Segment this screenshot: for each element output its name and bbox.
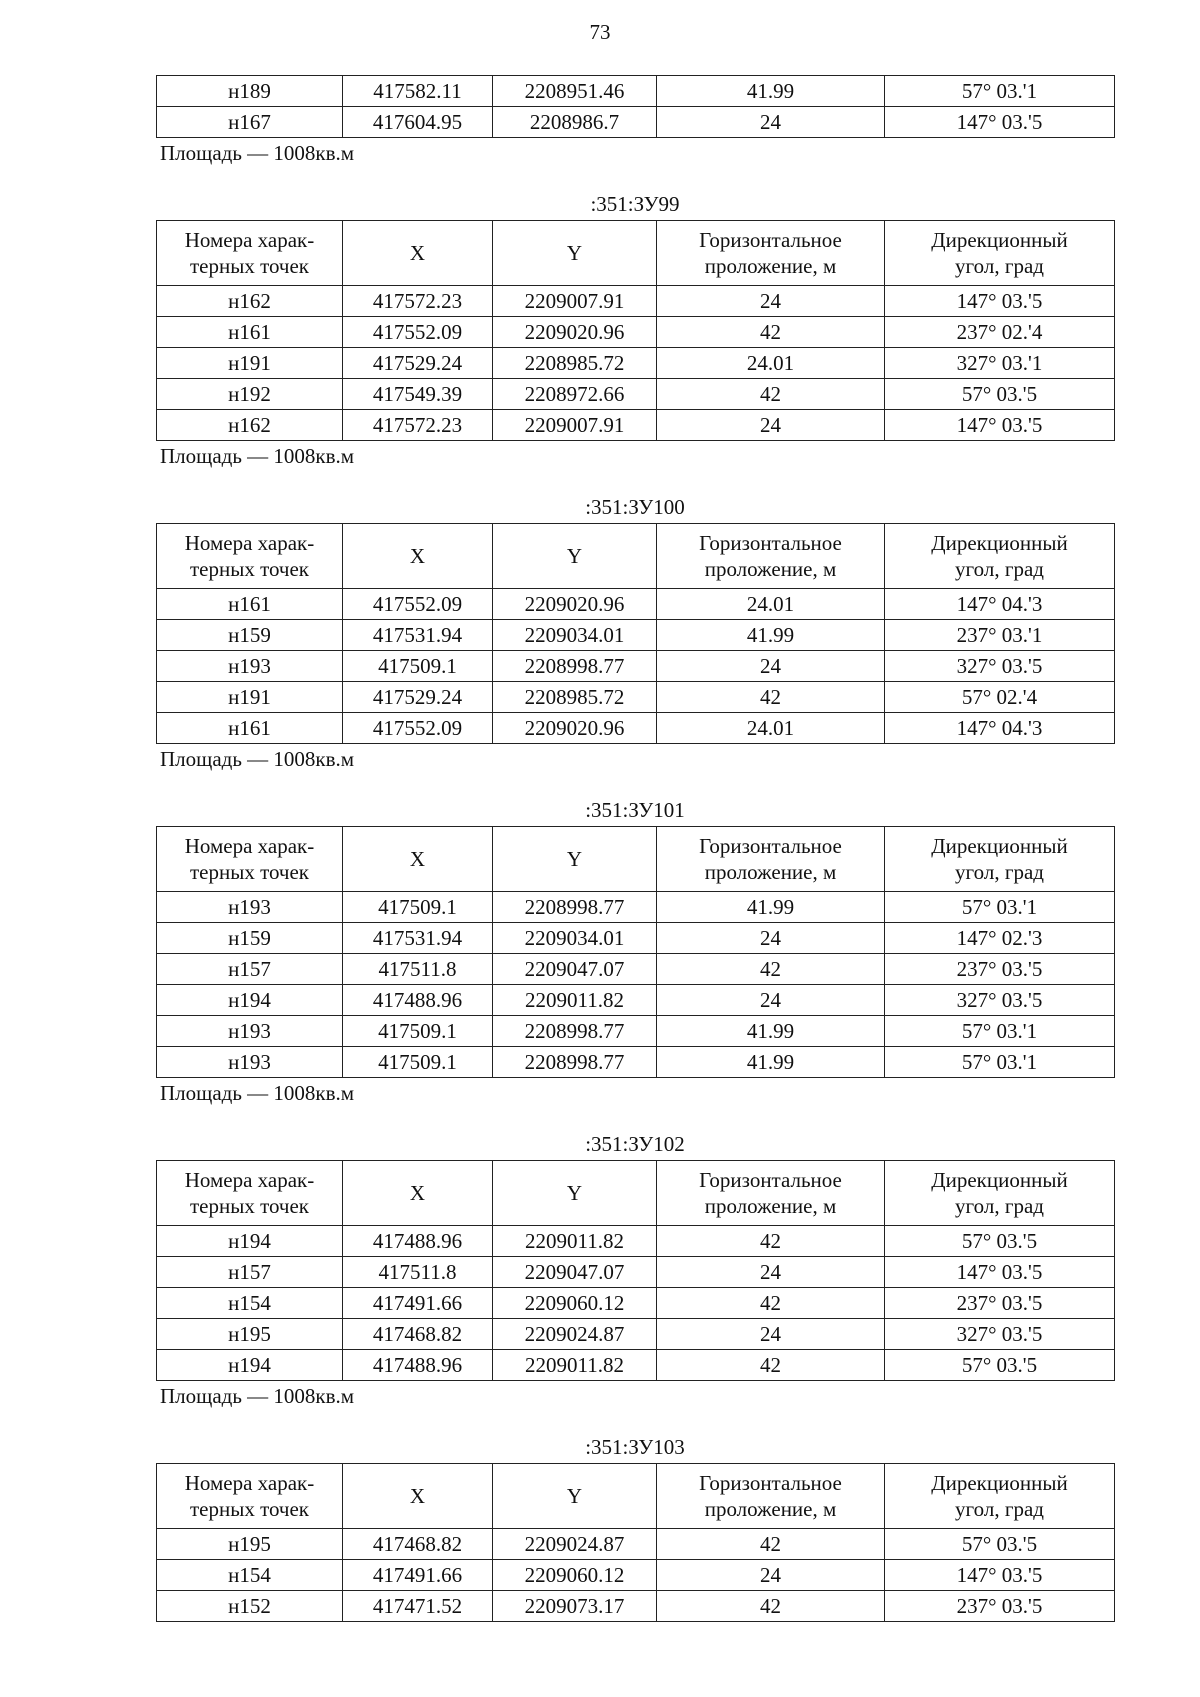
angle-cell: 147° 03.'5 [885, 1560, 1115, 1591]
x-cell: 417468.82 [343, 1529, 493, 1560]
header-point: Номера харак- терных точек [157, 524, 343, 589]
y-cell: 2209011.82 [493, 1226, 657, 1257]
y-cell: 2209034.01 [493, 923, 657, 954]
point-cell: н161 [157, 589, 343, 620]
point-cell: н191 [157, 348, 343, 379]
x-cell: 417531.94 [343, 923, 493, 954]
angle-cell: 147° 03.'5 [885, 286, 1115, 317]
angle-cell: 57° 03.'5 [885, 1226, 1115, 1257]
point-cell: н189 [157, 76, 343, 107]
header-row [157, 1161, 1115, 1226]
header-distance: Горизонтальное проложение, м [657, 1464, 885, 1529]
distance-cell: 24 [657, 923, 885, 954]
header-y: Y [493, 1161, 657, 1226]
distance-cell: 24.01 [657, 348, 885, 379]
area-text: Площадь — 1008кв.м [160, 1081, 355, 1105]
table-row [157, 1288, 1115, 1319]
y-cell: 2208972.66 [493, 379, 657, 410]
x-cell: 417488.96 [343, 1350, 493, 1381]
angle-cell: 327° 03.'5 [885, 651, 1115, 682]
table-row [157, 1529, 1115, 1560]
x-cell: 417582.11 [343, 76, 493, 107]
x-cell: 417491.66 [343, 1288, 493, 1319]
x-cell: 417471.52 [343, 1591, 493, 1622]
x-cell: 417572.23 [343, 286, 493, 317]
distance-cell: 24 [657, 651, 885, 682]
distance-cell: 42 [657, 1226, 885, 1257]
y-cell: 2209011.82 [493, 985, 657, 1016]
area-text: Площадь — 1008кв.м [160, 444, 355, 468]
table-row [157, 1560, 1115, 1591]
distance-cell: 42 [657, 682, 885, 713]
angle-cell: 327° 03.'5 [885, 985, 1115, 1016]
parcel-section [156, 775, 1114, 1109]
angle-cell: 147° 02.'3 [885, 923, 1115, 954]
y-cell: 2209020.96 [493, 317, 657, 348]
table-row [157, 892, 1115, 923]
distance-cell: 24 [657, 1560, 885, 1591]
angle-cell: 237° 03.'5 [885, 1288, 1115, 1319]
table-row [157, 1350, 1115, 1381]
y-cell: 2209047.07 [493, 1257, 657, 1288]
parcel-title: :351:ЗУ102 [585, 1132, 685, 1156]
y-cell: 2209073.17 [493, 1591, 657, 1622]
distance-cell: 24 [657, 1257, 885, 1288]
distance-cell: 41.99 [657, 1047, 885, 1078]
parcel-title: :351:ЗУ101 [585, 798, 685, 822]
point-cell: н157 [157, 1257, 343, 1288]
angle-cell: 57° 03.'1 [885, 1047, 1115, 1078]
angle-cell: 147° 03.'5 [885, 410, 1115, 441]
y-cell: 2208985.72 [493, 682, 657, 713]
angle-cell: 57° 03.'1 [885, 76, 1115, 107]
x-cell: 417552.09 [343, 589, 493, 620]
x-cell: 417509.1 [343, 892, 493, 923]
y-cell: 2209024.87 [493, 1529, 657, 1560]
header-y: Y [493, 1464, 657, 1529]
angle-cell: 147° 04.'3 [885, 589, 1115, 620]
table-row [157, 379, 1115, 410]
table-row [157, 410, 1115, 441]
point-cell: н162 [157, 286, 343, 317]
y-cell: 2209024.87 [493, 1319, 657, 1350]
parcel-section [156, 1412, 1114, 1622]
point-cell: н162 [157, 410, 343, 441]
header-x: X [343, 221, 493, 286]
point-cell: н194 [157, 985, 343, 1016]
table-row [157, 107, 1115, 138]
table-row [157, 682, 1115, 713]
point-cell: н161 [157, 317, 343, 348]
y-cell: 2209060.12 [493, 1560, 657, 1591]
x-cell: 417552.09 [343, 317, 493, 348]
y-cell: 2209007.91 [493, 410, 657, 441]
table-row [157, 1319, 1115, 1350]
distance-cell: 24 [657, 985, 885, 1016]
y-cell: 2209060.12 [493, 1288, 657, 1319]
point-cell: н154 [157, 1288, 343, 1319]
table-row [157, 651, 1115, 682]
header-distance: Горизонтальное проложение, м [657, 1161, 885, 1226]
table-row [157, 76, 1115, 107]
area-text: Площадь — 1008кв.м [160, 747, 355, 771]
point-cell: н193 [157, 892, 343, 923]
y-cell: 2208951.46 [493, 76, 657, 107]
header-row [157, 1464, 1115, 1529]
header-x: X [343, 524, 493, 589]
y-cell: 2209011.82 [493, 1350, 657, 1381]
point-cell: н195 [157, 1529, 343, 1560]
table-row [157, 620, 1115, 651]
angle-cell: 57° 03.'1 [885, 892, 1115, 923]
parcel-title: :351:ЗУ99 [590, 192, 680, 216]
x-cell: 417509.1 [343, 1047, 493, 1078]
x-cell: 417549.39 [343, 379, 493, 410]
point-cell: н193 [157, 1047, 343, 1078]
x-cell: 417552.09 [343, 713, 493, 744]
x-cell: 417531.94 [343, 620, 493, 651]
distance-cell: 42 [657, 1350, 885, 1381]
header-x: X [343, 827, 493, 892]
header-row [157, 221, 1115, 286]
y-cell: 2208986.7 [493, 107, 657, 138]
angle-cell: 147° 03.'5 [885, 107, 1115, 138]
angle-cell: 57° 02.'4 [885, 682, 1115, 713]
point-cell: н194 [157, 1226, 343, 1257]
distance-cell: 24 [657, 410, 885, 441]
table-row [157, 317, 1115, 348]
table-row [157, 954, 1115, 985]
header-x: X [343, 1464, 493, 1529]
page-number: 73 [589, 20, 611, 44]
parcels-list [156, 169, 1114, 1622]
x-cell: 417488.96 [343, 985, 493, 1016]
x-cell: 417509.1 [343, 1016, 493, 1047]
coordinates-table [156, 826, 1115, 1078]
angle-cell: 237° 03.'5 [885, 954, 1115, 985]
header-point: Номера харак- терных точек [157, 1464, 343, 1529]
x-cell: 417511.8 [343, 954, 493, 985]
table-row [157, 1591, 1115, 1622]
y-cell: 2208998.77 [493, 892, 657, 923]
area-text: Площадь — 1008кв.м [160, 1384, 355, 1408]
header-y: Y [493, 827, 657, 892]
point-cell: н159 [157, 923, 343, 954]
header-point: Номера харак- терных точек [157, 827, 343, 892]
point-cell: н193 [157, 651, 343, 682]
angle-cell: 237° 02.'4 [885, 317, 1115, 348]
area-text: Площадь — 1008кв.м [160, 141, 355, 165]
point-cell: н154 [157, 1560, 343, 1591]
x-cell: 417604.95 [343, 107, 493, 138]
angle-cell: 147° 03.'5 [885, 1257, 1115, 1288]
table-row [157, 985, 1115, 1016]
header-distance: Горизонтальное проложение, м [657, 827, 885, 892]
x-cell: 417488.96 [343, 1226, 493, 1257]
distance-cell: 41.99 [657, 620, 885, 651]
point-cell: н194 [157, 1350, 343, 1381]
table-row [157, 1016, 1115, 1047]
header-angle: Дирекционный угол, град [885, 221, 1115, 286]
y-cell: 2209020.96 [493, 589, 657, 620]
distance-cell: 24 [657, 286, 885, 317]
angle-cell: 237° 03.'5 [885, 1591, 1115, 1622]
header-row [157, 827, 1115, 892]
table-row [157, 589, 1115, 620]
angle-cell: 57° 03.'5 [885, 1529, 1115, 1560]
table-row [157, 1047, 1115, 1078]
point-cell: н191 [157, 682, 343, 713]
distance-cell: 42 [657, 1288, 885, 1319]
header-y: Y [493, 221, 657, 286]
table-row [157, 1226, 1115, 1257]
parcel-title: :351:ЗУ100 [585, 495, 685, 519]
distance-cell: 24 [657, 107, 885, 138]
parcel-section [156, 1109, 1114, 1412]
table-row [157, 286, 1115, 317]
y-cell: 2208985.72 [493, 348, 657, 379]
point-cell: н193 [157, 1016, 343, 1047]
angle-cell: 57° 03.'1 [885, 1016, 1115, 1047]
distance-cell: 42 [657, 317, 885, 348]
coordinates-table [156, 523, 1115, 744]
table-row [157, 923, 1115, 954]
parcel-section [156, 472, 1114, 775]
angle-cell: 57° 03.'5 [885, 1350, 1115, 1381]
distance-cell: 24.01 [657, 713, 885, 744]
y-cell: 2209047.07 [493, 954, 657, 985]
x-cell: 417509.1 [343, 651, 493, 682]
header-angle: Дирекционный угол, град [885, 1464, 1115, 1529]
y-cell: 2209034.01 [493, 620, 657, 651]
header-distance: Горизонтальное проложение, м [657, 524, 885, 589]
distance-cell: 41.99 [657, 1016, 885, 1047]
header-angle: Дирекционный угол, град [885, 524, 1115, 589]
distance-cell: 42 [657, 1591, 885, 1622]
document-body [156, 75, 1114, 1622]
distance-cell: 24.01 [657, 589, 885, 620]
coordinates-table [156, 1463, 1115, 1622]
parcel-title: :351:ЗУ103 [585, 1435, 685, 1459]
point-cell: н157 [157, 954, 343, 985]
continuation-table [156, 75, 1115, 138]
x-cell: 417511.8 [343, 1257, 493, 1288]
point-cell: н192 [157, 379, 343, 410]
parcel-section [156, 169, 1114, 472]
header-x: X [343, 1161, 493, 1226]
distance-cell: 41.99 [657, 892, 885, 923]
angle-cell: 327° 03.'1 [885, 348, 1115, 379]
x-cell: 417572.23 [343, 410, 493, 441]
point-cell: н159 [157, 620, 343, 651]
point-cell: н152 [157, 1591, 343, 1622]
y-cell: 2208998.77 [493, 1016, 657, 1047]
distance-cell: 24 [657, 1319, 885, 1350]
point-cell: н195 [157, 1319, 343, 1350]
x-cell: 417468.82 [343, 1319, 493, 1350]
table-row [157, 713, 1115, 744]
header-point: Номера харак- терных точек [157, 1161, 343, 1226]
point-cell: н161 [157, 713, 343, 744]
header-distance: Горизонтальное проложение, м [657, 221, 885, 286]
distance-cell: 41.99 [657, 76, 885, 107]
y-cell: 2209007.91 [493, 286, 657, 317]
header-y: Y [493, 524, 657, 589]
y-cell: 2208998.77 [493, 651, 657, 682]
point-cell: н167 [157, 107, 343, 138]
y-cell: 2209020.96 [493, 713, 657, 744]
distance-cell: 42 [657, 954, 885, 985]
x-cell: 417491.66 [343, 1560, 493, 1591]
x-cell: 417529.24 [343, 348, 493, 379]
table-row [157, 1257, 1115, 1288]
angle-cell: 327° 03.'5 [885, 1319, 1115, 1350]
distance-cell: 42 [657, 379, 885, 410]
angle-cell: 57° 03.'5 [885, 379, 1115, 410]
header-angle: Дирекционный угол, град [885, 827, 1115, 892]
coordinates-table [156, 1160, 1115, 1381]
y-cell: 2208998.77 [493, 1047, 657, 1078]
distance-cell: 42 [657, 1529, 885, 1560]
table-row [157, 348, 1115, 379]
header-angle: Дирекционный угол, град [885, 1161, 1115, 1226]
header-point: Номера харак- терных точек [157, 221, 343, 286]
angle-cell: 237° 03.'1 [885, 620, 1115, 651]
angle-cell: 147° 04.'3 [885, 713, 1115, 744]
x-cell: 417529.24 [343, 682, 493, 713]
header-row [157, 524, 1115, 589]
coordinates-table [156, 220, 1115, 441]
